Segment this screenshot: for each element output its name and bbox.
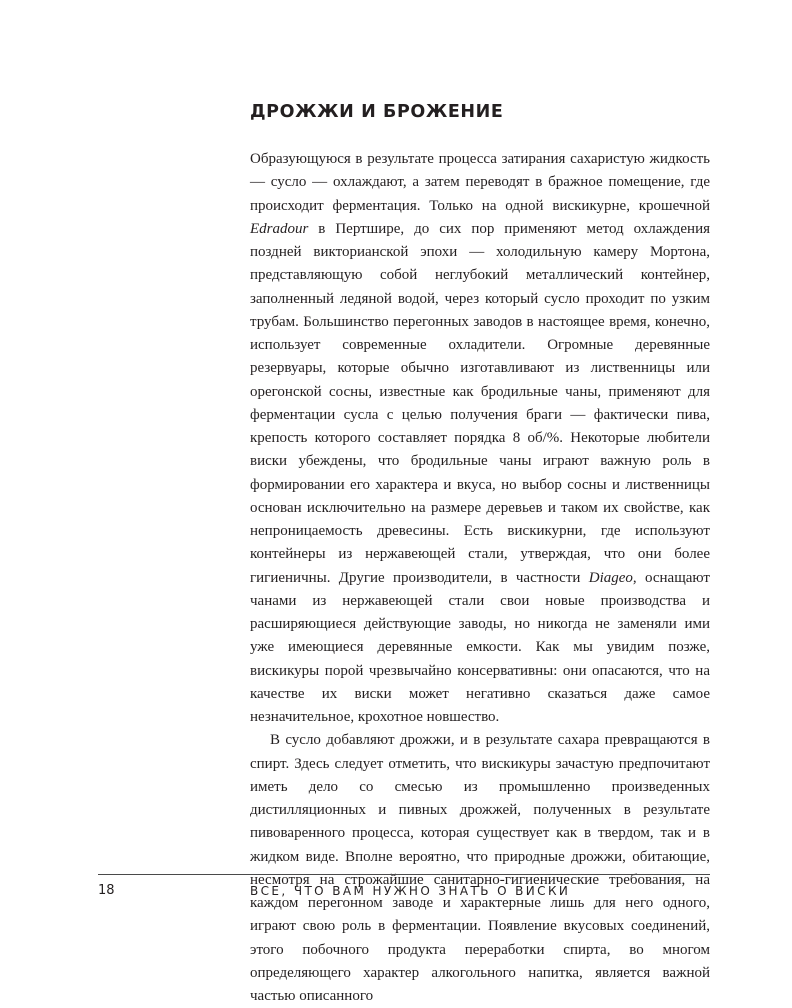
page-number: 18: [98, 883, 115, 898]
paragraph-fermentation-vessels: Образующуюся в результате процесса затирания сахаристую жидкость — сусло — охлаждают, а затем переводят в бражное помещение, где происходит ферментация. Только на одной вискикурне, крошечной Edradour в Пертшире, до сих пор применяют метод охлаждения поздней викторианской эпохи — холодильную камеру Мортона, представляющую собой неглубокий металлический контейнер, заполненный ледяной водой, через который сусло проходит по узким трубам. Большинство перегонных заводов в настоящее время, конечно, использует современные охладители. Огромные деревянные резервуары, которые обычно изготавливают из лиственницы или орегонской сосны, известные как бродильные чаны, применяют для ферментации сусла с целью получения браги — фактически пива, крепость которого составляет порядка 8 об/%. Некоторые любители виски убеждены, что бродильные чаны играют важную роль в формировании его характера и вкуса, но выбор сосны и лиственницы основан исключительно на размере деревьев и таком их свойстве, как непроницаемость древесины. Есть вискикурни, где используют контейнеры из нержавеющей стали, утверждая, что они более гигиеничны. Другие производители, в частности Diageo, оснащают чанами из нержавеющей стали свои новые производства и расширяющиеся действующие заводы, но никогда не заменяли ими уже имеющиеся деревянные емкости. Как мы увидим позже, вискикуры порой чрезвычайно консервативны: они опасаются, что на качестве их виски может негативно сказаться даже самое незначительное, крохотное новшество.: [250, 151, 710, 725]
running-title: ВСЕ, ЧТО ВАМ НУЖНО ЗНАТЬ О ВИСКИ: [250, 884, 571, 898]
paragraph-yeast: В сусло добавляют дрожжи, и в результате сахара превращаются в спирт. Здесь следует отметить, что вискикуры зачастую предпочитают иметь дело со смесью из промышленно произведенных дистилляционных и пивных дрожжей, полученных в результате пивоваренного процесса, которая существует как в твердом, так и в жидком виде. Вполне вероятно, что природные дрожжи, обитающие, несмотря на строжайшие санитарно-гигиенические требования, на каждом перегонном заводе и характерные лишь для него одного, играют свою роль в ферментации. Появление вкусовых соединений, этого побочного продукта переработки спирта, во многом определяющего характер алкогольного напитка, является важной частью описанного: [250, 732, 710, 1004]
footer-rule: [98, 874, 710, 875]
body-text: [250, 148, 710, 1008]
section-heading: ДРОЖЖИ И БРОЖЕНИЕ: [250, 102, 504, 122]
